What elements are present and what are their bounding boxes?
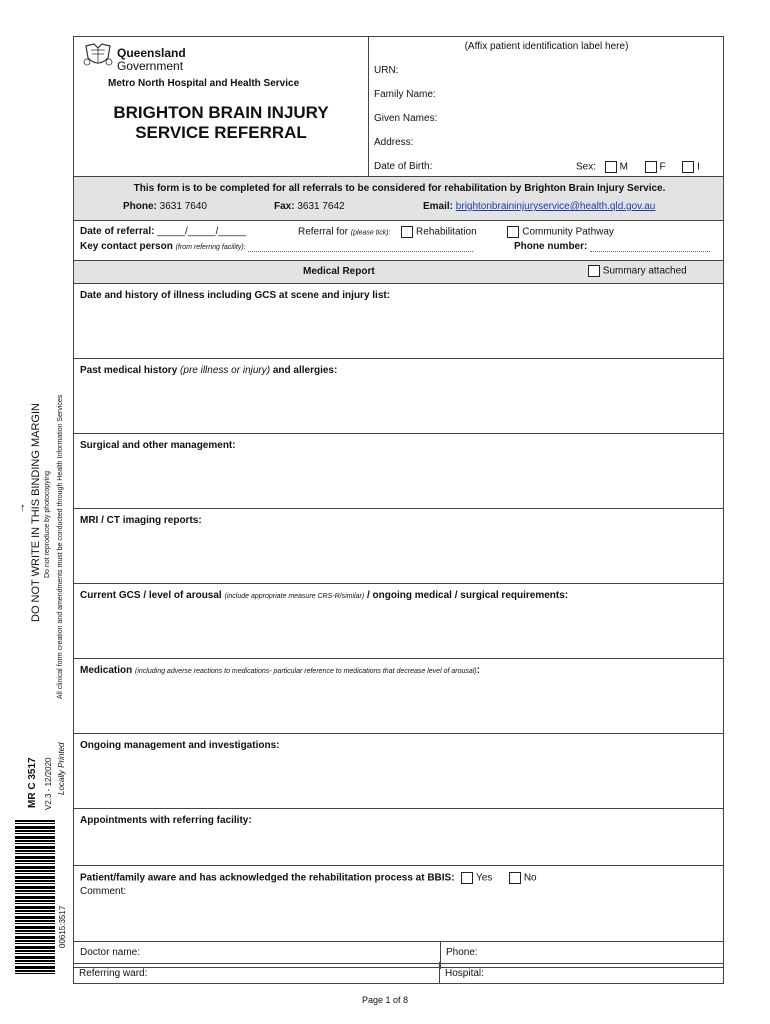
- date-of-referral[interactable]: [80, 226, 246, 237]
- referring-ward-field[interactable]: Referring ward:: [79, 968, 148, 979]
- section-ongoing-management[interactable]: Ongoing management and investigations:: [80, 740, 280, 751]
- referral-for-label: Referral for: [298, 226, 349, 238]
- section-surgical[interactable]: Surgical and other management:: [80, 440, 236, 451]
- dob-field[interactable]: Date of Birth:: [374, 161, 433, 172]
- aware-no-checkbox[interactable]: [509, 872, 521, 884]
- no-photocopy-note: Do not reproduce by photocopying: [44, 470, 51, 578]
- given-names-field[interactable]: Given Names:: [374, 113, 438, 124]
- phone-value: 3631 7640: [159, 201, 207, 212]
- referral-form: [73, 36, 724, 968]
- hospital-field[interactable]: Hospital:: [445, 968, 484, 979]
- contact-fax: [274, 201, 345, 212]
- email-link[interactable]: brightonbraininjuryservice@health.qld.gov.au: [455, 201, 656, 212]
- summary-attached-label: Summary attached: [602, 265, 687, 277]
- section-history[interactable]: Date and history of illness including GCS at scene and injury list:: [80, 290, 391, 301]
- form-version: V2.3 - 12/2020: [44, 757, 53, 810]
- gcs-label-end: / ongoing medical / surgical requirements:: [366, 590, 569, 601]
- medical-report-title: Medical Report: [303, 266, 375, 277]
- section-patient-aware: [80, 872, 537, 884]
- sex-f-checkbox[interactable]: [645, 161, 657, 173]
- rehabilitation-label: Rehabilitation: [416, 226, 477, 238]
- locally-printed: Locally Printed: [57, 742, 66, 795]
- section-current-gcs[interactable]: [80, 590, 568, 601]
- aware-yes-checkbox[interactable]: [461, 872, 473, 884]
- fax-value: 3631 7642: [297, 201, 345, 212]
- hhs-name: Metro North Hospital and Health Service: [108, 78, 300, 89]
- key-contact-label: Key contact person: [80, 241, 173, 252]
- intro-text: This form is to be completed for all referrals to be considered for rehabilitation by Brighton Brain Injury Service.: [133, 183, 666, 194]
- medication-note: (including adverse reactions to medications- particular reference to medications that decrease level of arousal): [135, 668, 477, 675]
- please-tick-note: (please tick):: [350, 229, 391, 237]
- form-title-line1: BRIGHTON BRAIN INJURY: [113, 103, 329, 122]
- sex-m-checkbox[interactable]: [605, 161, 617, 173]
- pmh-label-end: and allergies:: [272, 365, 338, 376]
- medication-label-end: :: [476, 665, 480, 676]
- sex-label: Sex:: [576, 161, 597, 173]
- key-contact-note: (from referring facility):: [175, 244, 246, 251]
- fax-label: Fax:: [274, 201, 295, 212]
- sex-m-label: M: [619, 161, 628, 173]
- arrow-up-icon: ↑: [20, 502, 26, 514]
- address-field[interactable]: Address:: [374, 137, 414, 148]
- section-past-medical-history[interactable]: [80, 365, 337, 376]
- pmh-label: Past medical history: [80, 365, 178, 376]
- binding-margin-warning: DO NOT WRITE IN THIS BINDING MARGIN: [30, 403, 42, 622]
- form-code: MR C 3517: [27, 757, 38, 808]
- community-pathway-label: Community Pathway: [522, 226, 614, 238]
- medication-label: Medication: [80, 665, 133, 676]
- summary-attached: [588, 265, 687, 277]
- pmh-note: (pre illness or injury): [180, 365, 271, 376]
- rehabilitation-checkbox[interactable]: [401, 226, 413, 238]
- urn-field[interactable]: URN:: [374, 65, 399, 76]
- sex-field: [576, 161, 700, 173]
- gov-subname: Government: [117, 59, 184, 73]
- gcs-note: (include appropriate measure CRS-R/similar): [224, 593, 365, 600]
- barcode: [15, 820, 55, 976]
- email-label: Email:: [423, 201, 454, 212]
- phone-label: Phone:: [123, 201, 157, 212]
- gcs-label: Current GCS / level of arousal: [80, 590, 222, 601]
- clinical-form-note: All clinical form creation and amendments must be conducted through Health Information Services: [57, 394, 64, 699]
- family-name-field[interactable]: Family Name:: [374, 89, 436, 100]
- contact-phone: [123, 201, 207, 212]
- date-blank: _____/_____/_____: [157, 226, 247, 237]
- aware-no-label: No: [523, 872, 537, 884]
- summary-attached-checkbox[interactable]: [588, 265, 600, 277]
- barcode-number: 00615:3517: [58, 905, 67, 948]
- sex-i-checkbox[interactable]: [682, 161, 694, 173]
- queensland-crest-icon: [82, 42, 114, 70]
- page-number: Page 1 of 8: [361, 995, 409, 1005]
- key-contact-field[interactable]: [80, 241, 473, 252]
- patient-aware-label: Patient/family aware and has acknowledged the rehabilitation process at BBIS:: [80, 872, 455, 884]
- referral-for: [298, 226, 614, 238]
- contact-email: [423, 201, 655, 212]
- doctor-name-field[interactable]: Doctor name:: [80, 947, 141, 958]
- form-title-line2: SERVICE REFERRAL: [135, 123, 307, 142]
- date-label: Date of referral:: [80, 226, 155, 237]
- community-pathway-checkbox[interactable]: [507, 226, 519, 238]
- aware-yes-label: Yes: [475, 872, 493, 884]
- phone-number-field[interactable]: [514, 241, 710, 252]
- phone-number-label: Phone number:: [514, 241, 588, 252]
- section-appointments[interactable]: Appointments with referring facility:: [80, 815, 252, 826]
- section-medication[interactable]: [80, 665, 480, 676]
- affix-label-note: (Affix patient identification label here): [464, 41, 629, 52]
- section-imaging[interactable]: MRI / CT imaging reports:: [80, 515, 202, 526]
- gov-name: Queensland: [117, 46, 186, 60]
- sex-f-label: F: [659, 161, 666, 173]
- comment-field[interactable]: Comment:: [80, 886, 127, 897]
- doctor-phone-field[interactable]: Phone:: [446, 947, 478, 958]
- sex-i-label: I: [697, 161, 700, 173]
